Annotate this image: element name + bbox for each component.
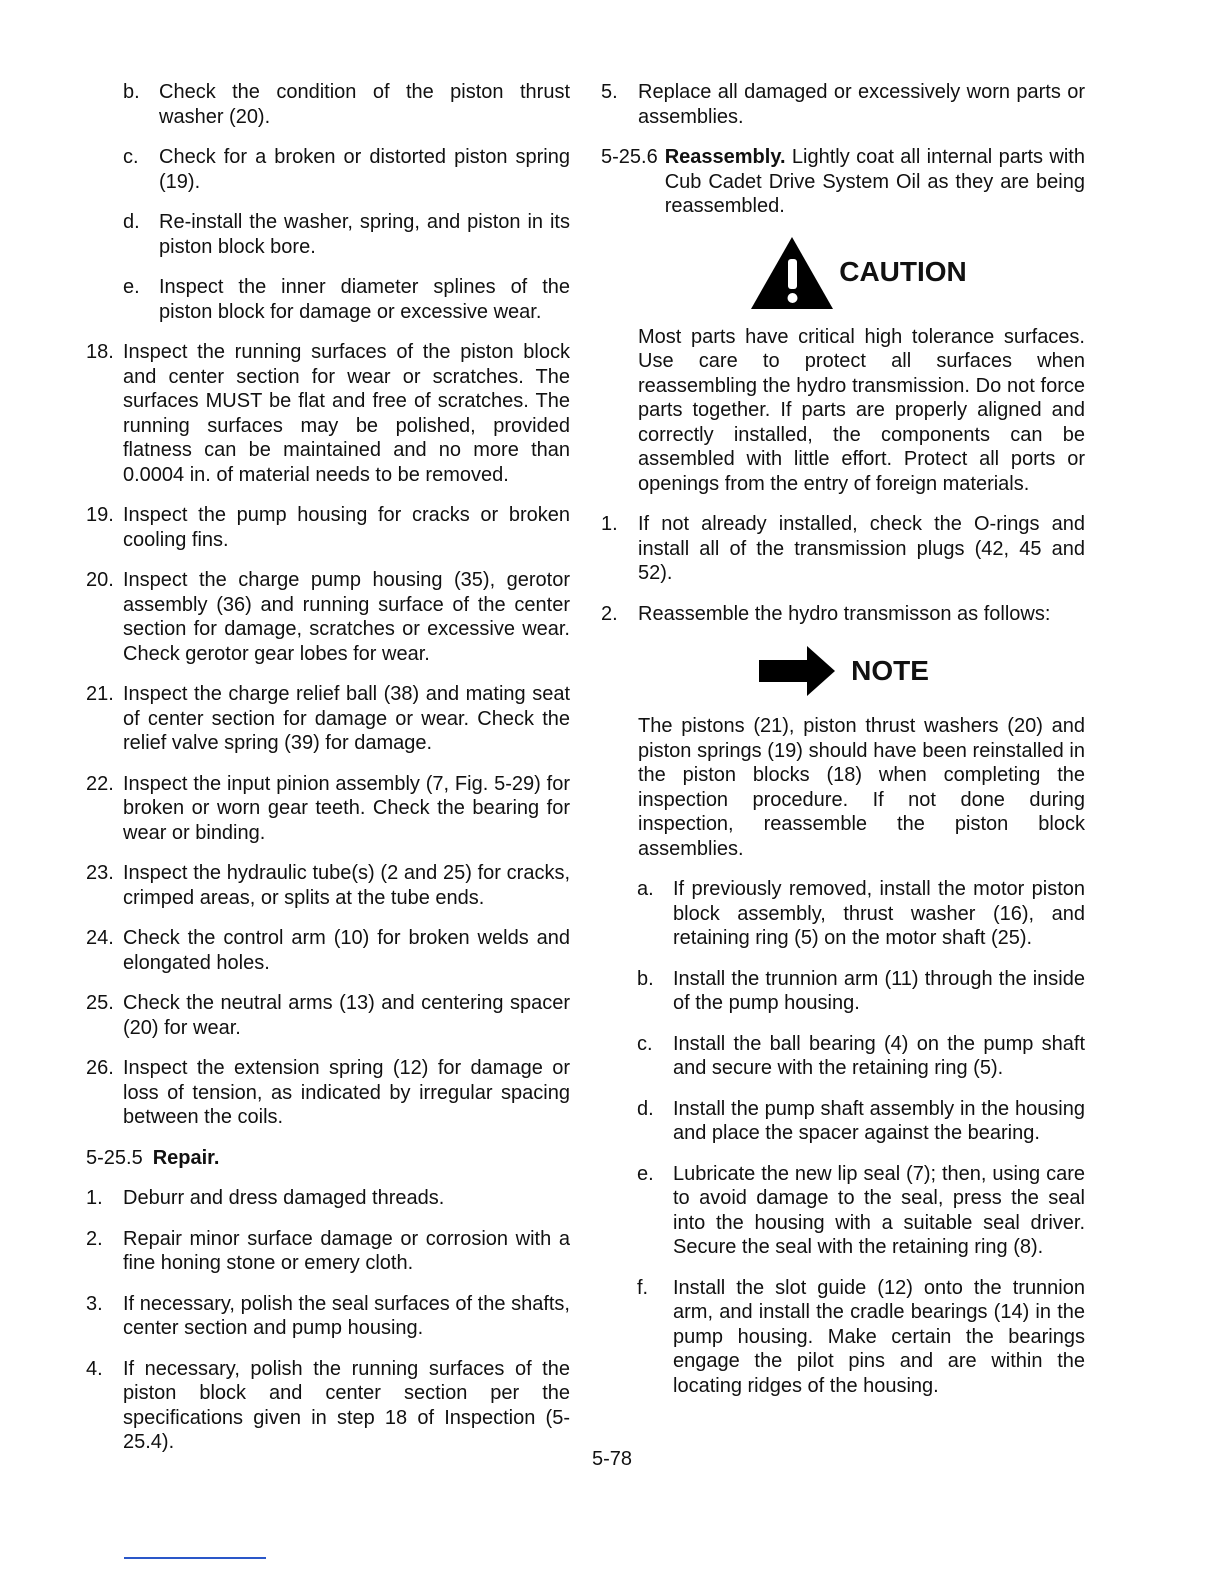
repair-step: [86, 1357, 570, 1455]
item-text: Install the slot guide (12) onto the trunnion arm, and install the cradle bearings (14) in the pump housing. Make certain the bearings engage the pilot pins and are within the locating ridges of the housing.: [673, 1276, 1085, 1397]
reassembly-text: Lightly coat all internal parts with Cub Cadet Drive System Oil as they are being reassembled.: [664, 146, 1085, 217]
item-letter: d.: [123, 211, 140, 233]
step-text: Check the neutral arms (13) and centering spacer (20) for wear.: [123, 992, 570, 1039]
step-text: Deburr and dress damaged threads.: [123, 1187, 445, 1209]
step-text: Inspect the pump housing for cracks or broken cooling fins.: [123, 504, 570, 551]
item-letter: b.: [123, 81, 140, 103]
inspection-step: [86, 926, 570, 975]
section-number: 5-25.5: [86, 1146, 143, 1169]
item-text: Check for a broken or distorted piston spring (19).: [159, 146, 570, 193]
inspection-step: [86, 568, 570, 666]
step-number: 18.: [86, 341, 114, 363]
step-number: 5.: [601, 81, 618, 103]
step-number: 2.: [86, 1227, 103, 1250]
step-text: Inspect the extension spring (12) for damage or loss of tension, as indicated by irregular spacing between the coils.: [123, 1057, 570, 1128]
reassembly-section: [601, 145, 1085, 219]
step-number: 26.: [86, 1057, 114, 1079]
step-text: Inspect the charge relief ball (38) and mating seat of center section for damage or wear. Check the relief valve spring (39) for damage.: [123, 683, 570, 754]
item-letter: c.: [123, 146, 139, 168]
inspection-step: [86, 503, 570, 552]
item-text: Install the ball bearing (4) on the pump shaft and secure with the retaining ring (5).: [673, 1032, 1085, 1079]
caution-text: Most parts have critical high tolerance surfaces. Use care to protect all surfaces when reassembling the hydro transmission. Do not force parts together. If parts are properly aligned and correctly installed, the components can be assembled with little effort. Protect all ports or openings from the entry of foreign materials.: [638, 325, 1085, 495]
step-number: 1.: [601, 513, 618, 535]
step-text: Inspect the hydraulic tube(s) (2 and 25) for cracks, crimped areas, or splits at the tube ends.: [123, 862, 570, 909]
step-number: 20.: [86, 569, 114, 591]
step-text: Check the control arm (10) for broken welds and elongated holes.: [123, 927, 570, 974]
arrow-right-icon: [757, 644, 837, 698]
right-column: [601, 80, 1085, 1414]
step-number: 4.: [86, 1357, 103, 1380]
step-number: 23.: [86, 862, 114, 884]
reassembly-step: [601, 512, 1085, 586]
step-text: Replace all damaged or excessively worn parts or assemblies.: [638, 81, 1085, 128]
step-5: [601, 80, 1085, 129]
item-letter: b.: [637, 967, 654, 990]
sub-item: [86, 145, 570, 194]
step-text: If necessary, polish the running surfaces of the piston block and center section per the specifications given in step 18 of Inspection (5-25.4).: [123, 1357, 570, 1453]
note-text: The pistons (21), piston thrust washers (20) and piston springs (19) should have been reinstalled in the piston blocks (18) when completing the inspection procedure. If not done during inspection, reassemble the piston block assemblies.: [638, 715, 1085, 860]
reassembly-intro: [665, 145, 1085, 219]
step-number: 19.: [86, 504, 114, 526]
step-number: 3.: [86, 1292, 103, 1315]
item-letter: e.: [637, 1162, 654, 1185]
inspection-step: [86, 991, 570, 1040]
sub-item: [86, 80, 570, 129]
item-letter: c.: [637, 1032, 653, 1055]
section-title: Reassembly.: [664, 146, 786, 168]
item-text: Inspect the inner diameter splines of the piston block for damage or excessive wear.: [159, 276, 570, 323]
left-column: [86, 80, 570, 1471]
step-text: Inspect the input pinion assembly (7, Fig. 5-29) for broken or worn gear teeth. Check the bearing for wear or binding.: [123, 772, 570, 844]
item-text: Install the trunnion arm (11) through the inside of the pump housing.: [673, 967, 1085, 1014]
step-text: If necessary, polish the seal surfaces of the shafts, center section and pump housing.: [123, 1292, 570, 1339]
repair-step: [86, 1227, 570, 1276]
step-number: 22.: [86, 772, 114, 795]
step-text: Repair minor surface damage or corrosion with a fine honing stone or emery cloth.: [123, 1227, 570, 1274]
note-label: NOTE: [851, 654, 929, 686]
step-text: Reassemble the hydro transmisson as follows:: [638, 602, 1051, 625]
repair-step: [86, 1292, 570, 1341]
inspection-step: [86, 1056, 570, 1130]
bottom-divider: [124, 1557, 266, 1559]
sub-step: [601, 1162, 1085, 1260]
repair-heading: [86, 1146, 570, 1171]
item-letter: e.: [123, 276, 140, 298]
page-number: 5-78: [591, 1448, 633, 1470]
section-number: 5-25.6: [601, 146, 658, 168]
item-text: Lubricate the new lip seal (7); then, using care to avoid damage to the seal, press the seal into the housing with a suitable seal driver. Secure the seal with the retaining ring (8).: [673, 1162, 1085, 1258]
inspection-step: [86, 772, 570, 846]
sub-item: [86, 210, 570, 259]
sub-step: [601, 877, 1085, 951]
reassembly-step: [601, 602, 1085, 627]
caution-label: CAUTION: [839, 256, 967, 288]
sub-step: [601, 1276, 1085, 1399]
section-title: Repair.: [152, 1146, 220, 1169]
item-letter: f.: [637, 1276, 649, 1299]
item-letter: a.: [637, 878, 654, 900]
sub-item: [86, 275, 570, 324]
inspection-step: [86, 340, 570, 487]
step-number: 2.: [601, 602, 618, 625]
step-number: 25.: [86, 992, 114, 1014]
warning-triangle-icon: [749, 235, 835, 311]
step-text: Inspect the running surfaces of the piston block and center section for wear or scratches. The surfaces MUST be flat and free of scratches. The running surfaces may be polished, provided flatness can be maintained and no more than 0.0004 in. of material needs to be removed.: [123, 341, 570, 486]
step-number: 21.: [86, 683, 114, 705]
inspection-step: [86, 682, 570, 756]
sub-step: [601, 1032, 1085, 1081]
repair-step: [86, 1186, 570, 1211]
step-text: If not already installed, check the O-rings and install all of the transmission plugs (42, 45 and 52).: [638, 513, 1085, 584]
step-number: 24.: [86, 927, 114, 949]
step-text: Inspect the charge pump housing (35), gerotor assembly (36) and running surface of the center section for damage, scratches or excessive wear. Check gerotor gear lobes for wear.: [123, 569, 570, 665]
item-text: Install the pump shaft assembly in the housing and place the spacer against the bearing.: [673, 1097, 1085, 1144]
item-text: Check the condition of the piston thrust washer (20).: [159, 81, 570, 128]
note-banner: [601, 644, 1085, 698]
item-letter: d.: [637, 1097, 654, 1120]
item-text: If previously removed, install the motor piston block assembly, thrust washer (16), and retaining ring (5) on the motor shaft (25).: [673, 878, 1085, 949]
inspection-step: [86, 861, 570, 910]
step-number: 1.: [86, 1187, 103, 1209]
caution-banner: [601, 235, 1085, 311]
item-text: Re-install the washer, spring, and piston in its piston block bore.: [159, 211, 570, 258]
sub-step: [601, 967, 1085, 1016]
sub-step: [601, 1097, 1085, 1146]
